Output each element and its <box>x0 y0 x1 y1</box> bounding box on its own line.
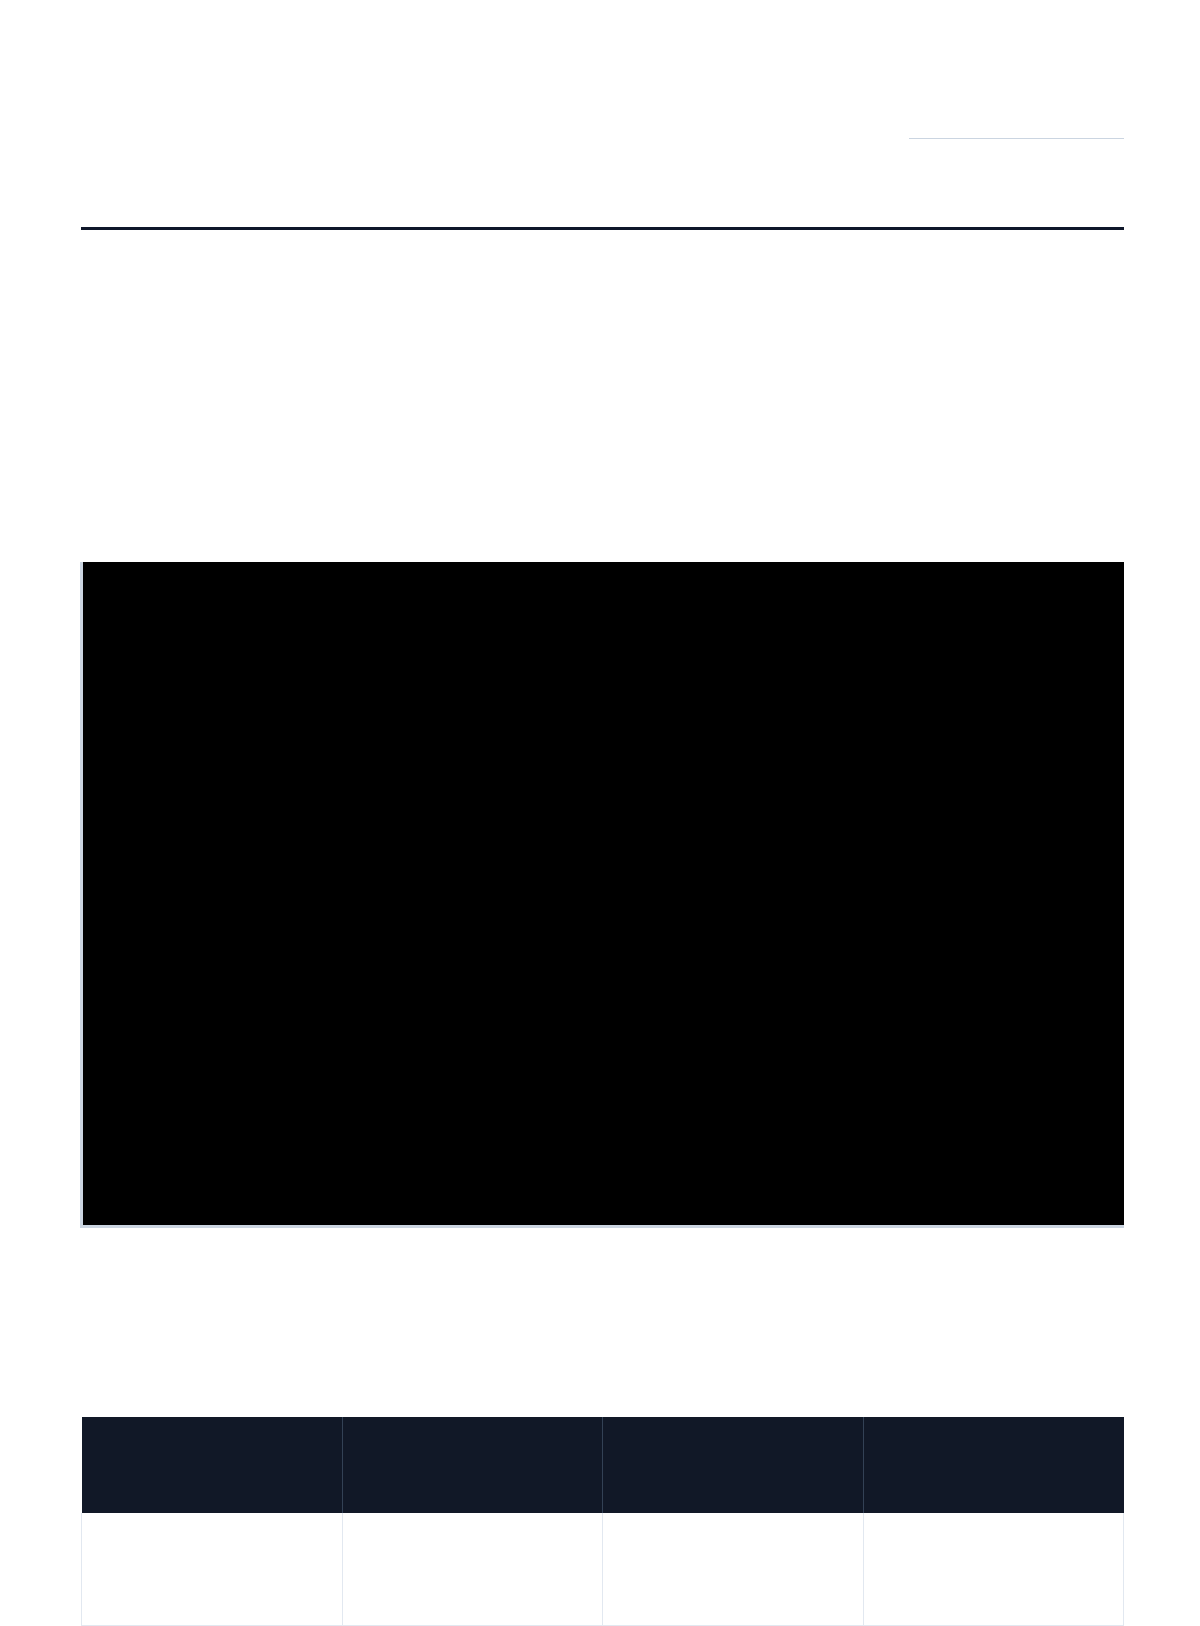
table-cell[interactable] <box>342 1513 603 1626</box>
peak-dot-icon <box>81 458 99 476</box>
table-header-row <box>82 1417 1124 1513</box>
student-id-field[interactable] <box>909 138 1124 139</box>
column-header <box>603 1417 864 1513</box>
chart-svg <box>0 560 1200 1280</box>
chart-plot-area <box>81 562 1124 1226</box>
pivot-dot-icon <box>700 458 718 476</box>
annotation-table <box>81 1417 1124 1626</box>
table-row <box>82 1513 1124 1626</box>
header-divider <box>81 227 1124 230</box>
valley-dot-icon <box>377 458 395 476</box>
table-cell[interactable] <box>863 1513 1124 1626</box>
column-header <box>342 1417 603 1513</box>
table-cell[interactable] <box>82 1513 343 1626</box>
column-header <box>863 1417 1124 1513</box>
column-header <box>82 1417 343 1513</box>
trajectory-chart[interactable] <box>0 560 1200 1280</box>
table-cell[interactable] <box>603 1513 864 1626</box>
